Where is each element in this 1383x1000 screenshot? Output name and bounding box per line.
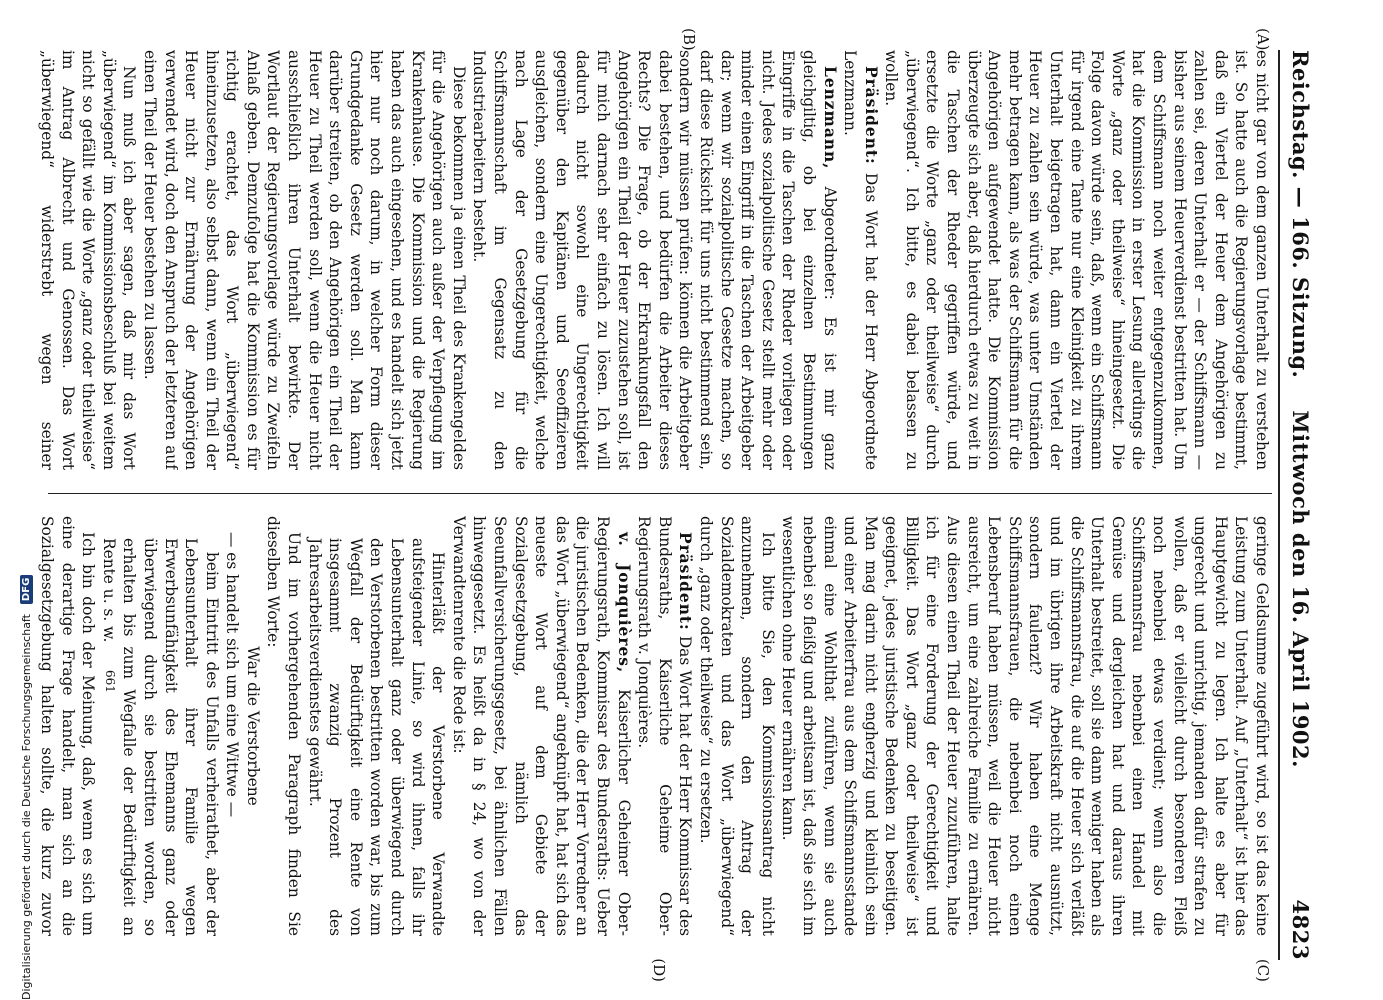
paragraph — [695, 516, 777, 936]
paragraph — [469, 50, 840, 470]
digitization-credit — [16, 0, 36, 1000]
header-title: Reichstag. — 166. Sitzung. — [1288, 50, 1314, 379]
paragraph-text: Hinterläßt der Verstorbene Verwandte aufsteigender Linie, so wird ihnen, falls ihr Lebensunterhalt ganz oder überwiegend durch den Verstorbenen bestritten worden war, bis zum Wegfall der Bedürftigkeit eine Rente von insgesammt zwanzig Prozent des Jahresarbeitsverdienstes gewährt. — [305, 538, 448, 936]
speaker-name: Lenzmann, — [820, 66, 839, 170]
paragraph — [38, 516, 98, 936]
column-divider — [48, 493, 1272, 494]
paragraph-text: Kaiserlicher Geheimer Ober-Regierungsrath, Kommissar des Bundesraths: Ueber die juristischen Bedenken, die der Herr Vorredner an das Wort „überwiegend“ angeknüpft hat, hat sich das neueste Wort auf dem Gebiete der Sozialgesetzgebung, nämlich das Seeunfallversicherungsgesetz, bei ähnlichen Fällen hinweggesetzt. Es heißt da in § 24, wo von der Verwandtenrente die Rede ist: — [449, 516, 633, 936]
paragraph — [263, 516, 304, 936]
page-footer-number: 661 — [103, 670, 117, 693]
paragraph — [98, 538, 222, 936]
page-header — [1284, 50, 1318, 960]
document-page — [8, 30, 1318, 980]
paragraph-text: Ich bitte Sie, den Kommissionsantrag nicht anzunehmen, sondern den Antrag der Sozialdemokraten und das Wort „überwiegend“ durch „ganz oder theilweise“ zu ersetzen. — [696, 516, 777, 936]
paragraph-text: Das Wort hat der Herr Kommissar des Bundesraths, Kaiserliche Geheime Ober-Regierungsrath v. Jonquières. — [635, 516, 695, 936]
paragraph — [634, 516, 696, 936]
paragraph — [304, 538, 448, 936]
paragraph-text: — es handelt sich um eine Wittwe — — [223, 532, 242, 818]
margin-marker-c: (C) — [1254, 958, 1272, 982]
credit-text: Digitalisierung gefördert durch die Deutsche Forschungsgemeinschaft — [19, 614, 33, 1000]
paragraph — [242, 516, 263, 936]
left-text-column — [38, 50, 1272, 470]
paragraph-text: es nicht gar von dem ganzen Unterhalt zu verstehen ist. So hatte auch die Regierungsvorlage bestimmt, daß ein Viertel der Heuer dem Angehörigen zu zahlen sei, deren Unterhalt er — der Schiffsmann — bisher aus seinem Heuerverdienst bestritten hat. Um dem Schiffsmann noch weiter entgegenzukommen, hat die Kommission in erster Lesung allerdings die Worte „ganz oder theilweise“ hineingesetzt. Die Folge davon würde sein, daß, wenn ein Schiffsmann für irgend eine Tante nur eine Kleinigkeit zu ihrem Unterhalt beigetragen hat, dann ein Viertel der Heuer zu zahlen sein würde, was unter Umständen mehr betragen kann, als was der Schiffsmann für die Angehörigen aufgewendet hatte. Die Kommission überzeugte sich aber, daß hierdurch etwas zu weit in die Taschen der Rheder gegriffen würde, und ersetzte die Worte „ganz oder theilweise“ durch „überwiegend“. Ich bitte, es dabei belassen zu wollen. — [882, 50, 1271, 470]
paragraph — [881, 50, 1272, 470]
paragraph-text: Abgeordneter: Es ist mir ganz gleichgiltig, ob bei einzelnen Bestimmungen Eingriffe in die Taschen der Rheder vorliegen oder nicht. Jedes sozialpolitische Gesetz stellt mehr oder minder einen Eingriff in die Taschen der Arbeitgeber dar; wenn wir sozialpolitische Gesetze machen, so darf diese Rücksicht für uns nicht bestimmend sein, sondern wir müssen prüfen: können die Arbeitgeber dabei bestehen, und bedürfen die Arbeiter dieses Rechts? Die Frage, ob der Erkrankungsfall den Angehörigen ein Theil der Heuer zuzustehen soll, ist für mich darnach sehr einfach zu lösen. Ich will dadurch nicht sowohl eine Ungerechtigkeit gegenüber den Kapitänen und Seeoffizieren ausgleichen, sondern eine Ungerechtigkeit, welche nach Lage der Gesetzgebung für die Schiffsmannschaft im Gegensatz zu den Industriearbeitern besteht. — [470, 50, 839, 470]
speaker-name: v. Jonquières, — [614, 532, 633, 674]
paragraph-text: beim Eintritt des Unfalls verheirathet, aber der Lebensunterhalt ihrer Familie wegen Erwerbsunfähigkeit des Ehemanns ganz oder überwiegend durch sie bestritten worden, so erhalten bis zum Wegfalle der Bedürftigkeit an Rente u. s. w. — [99, 538, 221, 936]
header-rule — [1278, 50, 1280, 960]
paragraph — [139, 50, 469, 470]
margin-marker-d: (D) — [650, 958, 668, 982]
paragraph-text: geringe Geldsumme zugeführt wird, so ist das keine Leistung zum Unterhalt. Auf „Unterhalt“ ist hier das Hauptgewicht zu legen. Ich halte es aber für ungerecht und unrichtig, jemanden dafür strafen zu wollen, daß er vielleicht durch besonderen Fleiß noch nebenbei etwas verdient; wenn also die Schiffsmannsfrau nebenbei einen Handel mit Gemüse und dergleichen hat und daraus ihren Unterhalt bestreitet, soll sie dann weniger haben als die Schiffsmannsfrau, die auf die Heuer sich verläßt und im übrigen ihre Arbeitskraft nicht ausnützt, sondern faulenzt? Wir haben eine Menge Schiffsmannsfrauen, die nebenbei noch einen Lebensberuf haben müssen, weil die Heuer nicht ausreicht, um eine zahlreiche Familie zu ernähren. Aus diesen einen Theil der Heuer zuzuführen, halte ich für eine Forderung der Gerechtigkeit und Billigkeit. Das Wort „ganz oder theilweise“ ist geeignet, jedes juristische Bedenken zu beseitigen. Man mag darin nicht engherzig und kleinlich sein und einer Arbeiterfrau aus dem Schiffsmannsstande einmal eine Wohlthat zuführen, wenn sie auch nebenbei so fleißig und arbeitsam ist, daß sie sich im wesentlichen ohne Heuer ernähren kann. — [779, 516, 1271, 936]
header-page-number: 4823 — [1288, 899, 1314, 960]
dfg-logo: DFG — [20, 575, 33, 604]
margin-marker-a: (A) — [1254, 28, 1272, 51]
paragraph-text: War die Verstorbene — [243, 646, 262, 806]
paragraph — [38, 50, 139, 470]
speaker-name: Präsident: — [861, 66, 880, 165]
paragraph — [778, 516, 1272, 936]
header-date: Mittwoch den 16. April 1902. — [1288, 410, 1314, 768]
paragraph-text: Das Wort hat der Herr Abgeordnete Lenzmann. — [841, 50, 880, 470]
paragraph-text: Ich bin doch der Meinung, daß, wenn es sich um eine derartige Frage handelt, man sich an die Sozialgesetzgebung halten sollte, die kurz zuvor — [38, 516, 98, 936]
margin-marker-b: (B) — [680, 28, 698, 51]
paragraph — [222, 516, 243, 936]
paragraph — [840, 50, 881, 470]
right-text-column — [38, 516, 1272, 936]
paragraph-text: Diese bekommen ja einen Theil des Krankengeldes für die Angehörigen auch außer der Verpflegung im Krankenhause. Die Kommission und die Regierung haben das auch eingesehen, und es handelt sich jetzt hier nur noch darum, in welcher Form dieser Grundgedanke Gesetz werden soll. Man kann darüber streiten, ob den Angehörigen ein Theil der Heuer zu Theil werden soll, wenn die Heuer nicht ausschließlich ihren Unterhalt bewirkte. Der Wortlaut der Regierungsvorlage würde zu Zweifeln Anlaß geben. Demzufolge hat die Kommission es für richtig erachtet, das Wort „überwiegend“ hineinzusetzen, also selbst dann, wenn ein Theil der Heuer nicht zur Ernährung der Angehörigen verwendet wird, doch den Anspruch der letzteren auf einen Theil der Heuer bestehen zu lassen. — [140, 50, 468, 470]
paragraph — [448, 516, 633, 936]
speaker-name: Präsident: — [676, 532, 695, 631]
paragraph-text: Und im vorhergehenden Paragraph finden Sie dieselben Worte: — [264, 516, 304, 936]
paragraph-text: Nun muß ich aber sagen, daß mir das Wort „überwiegend“ im Kommissionsbeschluß bei weitem nicht so gefällt wie die Worte „ganz oder theilweise“ im Antrag Albrecht und Genossen. Das Wort „überwiegend“ widerstrebt wegen seiner — [38, 50, 139, 470]
